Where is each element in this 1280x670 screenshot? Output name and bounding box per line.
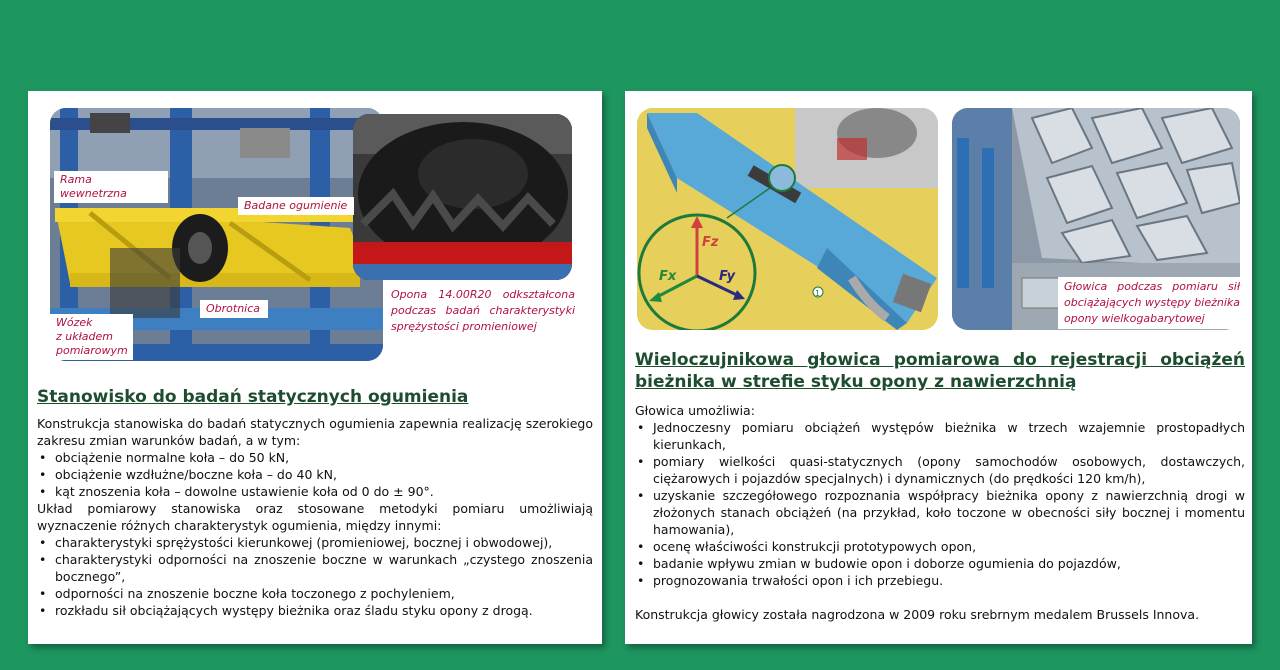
force-z-label: Fz <box>702 235 719 250</box>
right-section-title: Wieloczujnikowa głowica pomiarowa do rejestracji obciążeń bieżnika w strefie styku opony z nawierzchnią <box>635 350 1245 392</box>
measuring-head-photo <box>637 108 938 330</box>
tire-head-caption: Głowica podczas pomiaru sił obciążających występy bieżnika opony wielkogabarytowej <box>1058 277 1246 329</box>
left-section-title: Stanowisko do badań statycznych ogumienia <box>37 387 469 407</box>
left-bullet-list-2 <box>37 534 593 619</box>
force-y-label: Fy <box>719 269 736 284</box>
list-item: • pomiary wielkości quasi-statycznych (opony samochodów osobowych, dostawczych, ciężarowych i pojazdów specjalnych) i dynamicznych (do prędkości 120 km/h), <box>635 453 1245 487</box>
list-item: • prognozowania trwałości opon i ich przebiegu. <box>635 572 1245 589</box>
list-item: • charakterystyki sprężystości kierunkowej (promieniowej, bocznej i obwodowej), <box>37 534 593 551</box>
left-bullet-list-1 <box>37 449 593 500</box>
tire-illustration <box>353 114 572 280</box>
list-item: • obciążenie normalne koła – do 50 kN, <box>37 449 593 466</box>
list-item: • uzyskanie szczegółowego rozpoznania współpracy bieżnika opony z nawierzchnią drogi w złożonych stanach obciążeń (na przykład, koło toczone w obecności siły bocznej i momentu hamowania), <box>635 487 1245 538</box>
force-x-label: Fx <box>659 269 677 284</box>
deformed-tire-photo <box>353 114 572 280</box>
label-tested-tire: Badane ogumienie <box>238 197 354 215</box>
list-item: • obciążenie wzdłużne/boczne koła – do 40 kN, <box>37 466 593 483</box>
measuring-head-illustration <box>637 108 938 330</box>
left-measurement-paragraph: Układ pomiarowy stanowiska oraz stosowane metodyki pomiaru umożliwiają wyznaczenie różnych charakterystyk ogumienia, między innymi: <box>37 501 593 533</box>
award-statement: Konstrukcja głowicy została nagrodzona w 2009 roku srebrnym medalem Brussels Innova. <box>635 607 1200 622</box>
right-bullet-list <box>635 419 1245 589</box>
list-item: • ocenę właściwości konstrukcji prototypowych opon, <box>635 538 1245 555</box>
list-item: • Jednoczesny pomiaru obciążeń występów bieżnika w trzech wzajemnie prostopadłych kierunkach, <box>635 419 1245 453</box>
left-body-text <box>37 415 593 619</box>
label-inner-frame: Rama wewnetrzna <box>54 171 168 203</box>
sensor-marker-label: 1 <box>815 289 821 298</box>
list-item: • badanie wpływu zmian w budowie opon i doborze ogumienia do pojazdów, <box>635 555 1245 572</box>
list-item: • charakterystyki odporności na znoszenie boczne w warunkach „czystego znoszenia bocznego”, <box>37 551 593 585</box>
right-intro: Głowica umożliwia: <box>635 403 755 418</box>
left-intro: Konstrukcja stanowiska do badań statycznych ogumienia zapewnia realizację szerokiego zakresu zmian warunków badań, a w tym: <box>37 416 593 448</box>
list-item: • kąt znoszenia koła – dowolne ustawienie koła od 0 do ± 90°. <box>37 483 593 500</box>
list-item: • odporności na znoszenie boczne koła toczonego z pochyleniem, <box>37 585 593 602</box>
label-turntable: Obrotnica <box>200 300 268 318</box>
label-measuring-cart: Wózek z układem pomiarowym <box>50 314 133 360</box>
tire-photo-caption: Opona 14.00R20 odkształcona podczas badań charakterystyki sprężystości promieniowej <box>385 285 581 337</box>
right-body-text <box>635 402 1245 623</box>
list-item: • rozkładu sił obciążających występy bieżnika oraz śladu styku opony z drogą. <box>37 602 593 619</box>
left-panel <box>28 91 602 644</box>
right-panel <box>625 91 1252 644</box>
